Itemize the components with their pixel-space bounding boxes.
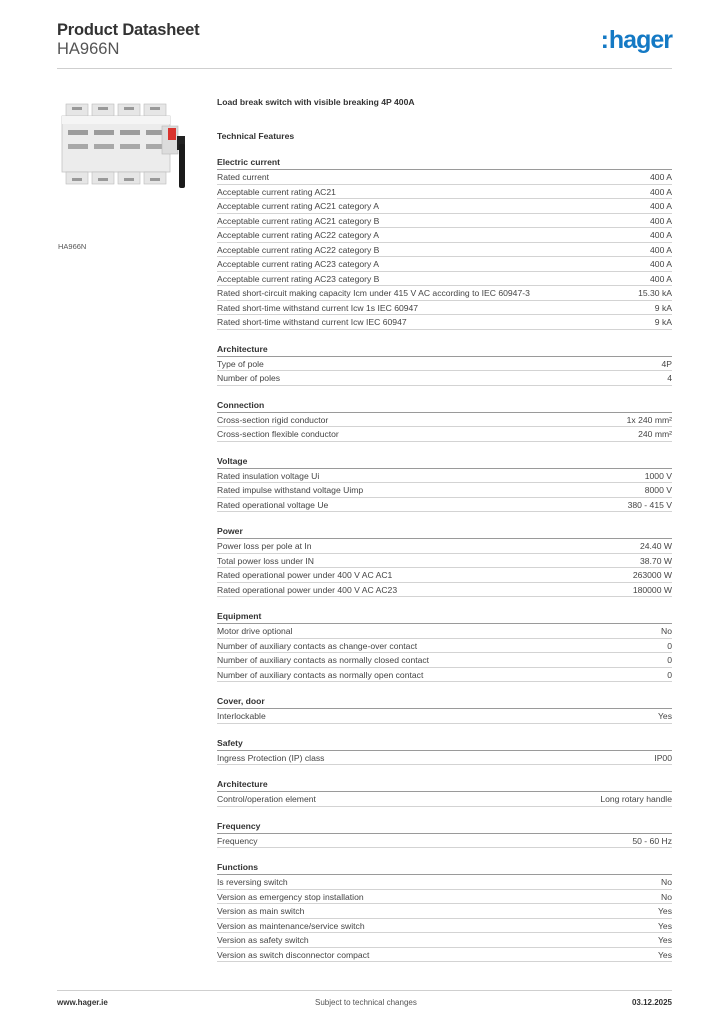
image-caption: HA966N [58,242,87,251]
section-title: Functions [217,862,672,875]
feature-label: Number of auxiliary contacts as normally closed contact [217,655,430,665]
feature-label: Version as emergency stop installation [217,891,364,902]
feature-label: Version as safety switch [217,935,309,945]
feature-row [217,668,672,683]
product-image [58,96,193,236]
feature-label: Frequency [217,835,258,846]
feature-label: Acceptable current rating AC23 category B [217,273,380,284]
product-description: Load break switch with visible breaking 4P 400A [217,97,415,107]
feature-section [217,862,672,962]
feature-row [217,498,672,513]
feature-label: Acceptable current rating AC22 category B [217,244,380,255]
feature-row [217,371,672,386]
feature-value: 0 [667,655,672,665]
page-title: Product Datasheet [57,21,200,39]
feature-row [217,272,672,287]
feature-value: 380 - 415 V [627,499,672,510]
feature-row [217,469,672,484]
feature-section [217,779,672,807]
technical-content [217,97,672,962]
feature-section [217,738,672,766]
feature-section [217,157,672,330]
feature-label: Rated insulation voltage Ui [217,470,320,481]
feature-label: Rated impulse withstand voltage Uimp [217,485,364,495]
feature-value: Yes [657,935,672,945]
feature-label: Rated short-time withstand current Icw IEC 60947 [217,317,407,327]
section-title: Frequency [217,821,672,834]
feature-row [217,315,672,330]
feature-row [217,427,672,442]
feature-row [217,413,672,428]
feature-section [217,344,672,386]
feature-label: Interlockable [217,711,266,721]
feature-value: Yes [657,906,672,916]
feature-value: 9 kA [654,317,672,327]
feature-label: Rated short-circuit making capacity Icm under 415 V AC according to IEC 60947-3 [217,288,530,298]
feature-label: Rated operational power under 400 V AC AC1 [217,570,393,580]
feature-section [217,526,672,597]
feature-row [217,890,672,905]
product-reference: HA966N [57,40,120,58]
feature-row [217,639,672,654]
feature-section [217,821,672,849]
feature-label: Total power loss under IN [217,555,314,566]
feature-row [217,792,672,807]
feature-value: Yes [657,711,672,721]
page-footer [57,998,672,1010]
feature-row [217,185,672,200]
feature-row [217,214,672,229]
feature-row [217,933,672,948]
feature-value: 400 A [650,172,672,182]
footer-divider [57,990,672,991]
section-title: Voltage [217,456,672,469]
feature-section [217,400,672,442]
feature-row [217,653,672,668]
feature-value: 9 kA [654,302,672,313]
feature-label: Acceptable current rating AC23 category A [217,259,379,269]
feature-row [217,301,672,316]
feature-label: Number of auxiliary contacts as change-over contact [217,640,418,651]
feature-label: Number of auxiliary contacts as normally open contact [217,669,424,680]
feature-value: 400 A [650,201,672,211]
feature-row [217,751,672,766]
feature-value: 0 [667,669,672,680]
feature-label: Version as switch disconnector compact [217,949,370,960]
feature-row [217,624,672,639]
feature-row [217,483,672,498]
feature-sections [217,157,672,962]
feature-row [217,568,672,583]
feature-value: 50 - 60 Hz [632,835,672,846]
feature-value: 1x 240 mm² [626,414,672,425]
feature-label: Cross-section flexible conductor [217,429,339,439]
feature-row [217,170,672,185]
feature-value: 400 A [650,215,672,226]
feature-value: 15.30 kA [638,288,672,298]
feature-row [217,554,672,569]
feature-value: No [661,877,672,887]
feature-row [217,948,672,963]
section-title: Power [217,526,672,539]
feature-label: Is reversing switch [217,877,288,887]
section-title: Electric current [217,157,672,170]
section-title: Architecture [217,779,672,792]
feature-value: 8000 V [644,485,672,495]
feature-label: Acceptable current rating AC21 [217,186,336,197]
section-title: Equipment [217,611,672,624]
feature-label: Acceptable current rating AC21 category B [217,215,380,226]
load-break-switch-illustration [58,96,193,236]
feature-label: Number of poles [217,373,281,383]
feature-row [217,583,672,598]
feature-label: Power loss per pole at In [217,541,312,551]
feature-label: Cross-section rigid conductor [217,414,329,425]
feature-label: Ingress Protection (IP) class [217,752,325,763]
section-title: Connection [217,400,672,413]
feature-value: 263000 W [632,570,672,580]
feature-row [217,243,672,258]
feature-value: 400 A [650,186,672,197]
footer-note: Subject to technical changes [315,998,417,1007]
feature-row [217,357,672,372]
feature-label: Rated operational voltage Ue [217,499,329,510]
logo-text: hager [608,26,672,54]
feature-value: 0 [667,640,672,651]
feature-value: 400 A [650,259,672,269]
footer-date: 03.12.2025 [631,998,672,1007]
feature-label: Rated current [217,172,270,182]
feature-value: No [661,891,672,902]
feature-row [217,709,672,724]
logo-colon: : [600,26,608,54]
feature-row [217,834,672,849]
page-header [57,20,672,70]
feature-value: 4 [667,373,672,383]
feature-value: 400 A [650,244,672,255]
feature-value: Long rotary handle [600,794,672,804]
feature-row [217,228,672,243]
feature-value: 4P [661,358,672,369]
feature-value: 24.40 W [639,541,672,551]
feature-label: Acceptable current rating AC21 category A [217,201,379,211]
feature-value: 38.70 W [639,555,672,566]
hager-logo[interactable] [601,26,672,55]
feature-row [217,875,672,890]
section-title: Cover, door [217,696,672,709]
feature-section [217,696,672,724]
feature-value: Yes [657,920,672,931]
section-title: Safety [217,738,672,751]
header-divider [57,68,672,69]
feature-row [217,919,672,934]
feature-section [217,456,672,513]
feature-label: Motor drive optional [217,626,293,636]
feature-value: 180000 W [632,584,672,595]
feature-value: 400 A [650,230,672,240]
feature-row [217,539,672,554]
footer-website-link[interactable]: www.hager.ie [57,998,108,1007]
feature-row [217,286,672,301]
feature-value: 400 A [650,273,672,284]
feature-label: Version as main switch [217,906,305,916]
feature-label: Rated short-time withstand current Icw 1s IEC 60947 [217,302,419,313]
feature-section [217,611,672,682]
feature-label: Rated operational power under 400 V AC AC23 [217,584,398,595]
feature-row [217,904,672,919]
feature-value: 1000 V [644,470,672,481]
feature-value: IP00 [654,752,672,763]
feature-value: No [661,626,672,636]
section-title: Architecture [217,344,672,357]
feature-label: Control/operation element [217,794,316,804]
feature-label: Acceptable current rating AC22 category A [217,230,379,240]
feature-row [217,257,672,272]
feature-row [217,199,672,214]
feature-value: Yes [657,949,672,960]
feature-label: Type of pole [217,358,264,369]
technical-features-heading: Technical Features [217,131,295,141]
feature-value: 240 mm² [638,429,672,439]
feature-label: Version as maintenance/service switch [217,920,365,931]
